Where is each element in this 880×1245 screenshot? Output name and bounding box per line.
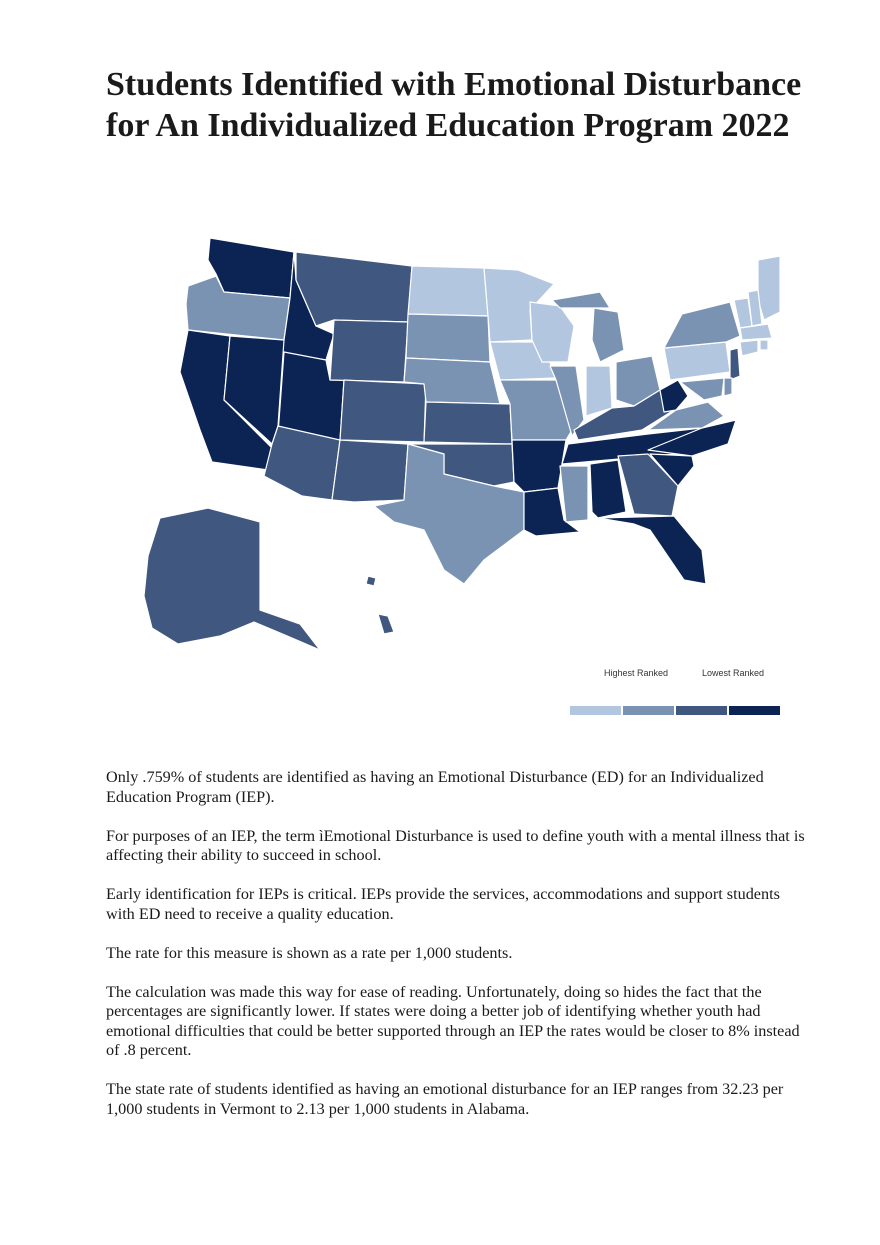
state-new-mexico	[332, 440, 408, 502]
state-arkansas	[512, 440, 566, 492]
state-florida	[598, 516, 706, 584]
body-text	[106, 768, 806, 1139]
legend-swatch-3	[676, 706, 727, 715]
state-colorado	[340, 380, 426, 442]
state-rhode-island	[760, 340, 768, 350]
paragraph-4: The rate for this measure is shown as a rate per 1,000 students.	[106, 943, 513, 962]
paragraph-6: The state rate of students identified as having an emotional disturbance for an IEP ranges from 32.23 per 1,000 students in Vermont to 2.13 per 1,000 students in Alabama.	[106, 1080, 784, 1118]
state-kansas	[424, 402, 512, 444]
state-alaska	[144, 508, 320, 650]
paragraph-2: For purposes of an IEP, the term ìEmotional Disturbance is used to define youth with a mental illness that is affecting their ability to succeed in school.	[106, 826, 805, 864]
legend-swatch-2	[623, 706, 674, 715]
map-svg	[104, 230, 794, 730]
paragraph-3: Early identification for IEPs is critical. IEPs provide the services, accommodations and support students with ED need to receive a quality education.	[106, 885, 780, 923]
state-new-york	[664, 302, 740, 348]
state-connecticut	[740, 340, 758, 356]
legend-label-lowest: Lowest Ranked	[702, 668, 765, 678]
state-alabama	[590, 460, 626, 518]
state-arizona	[264, 426, 340, 500]
state-north-dakota	[408, 266, 488, 316]
state-maine	[758, 256, 780, 320]
state-delaware	[724, 378, 732, 396]
legend-swatch-1	[570, 706, 621, 715]
state-hawaii	[366, 576, 394, 634]
state-south-dakota	[406, 314, 490, 362]
state-indiana	[586, 366, 612, 416]
page-title: Students Identified with Emotional Disturbance for An Individualized Education Program 2022	[106, 66, 802, 144]
state-mississippi	[560, 466, 588, 522]
state-pennsylvania	[664, 342, 730, 380]
paragraph-1: Only .759% of students are identified as having an Emotional Disturbance (ED) for an Individualized Education Program (IEP).	[106, 768, 764, 806]
legend-label-highest: Highest Ranked	[604, 668, 669, 678]
state-wyoming	[330, 320, 408, 382]
paragraph-5: The calculation was made this way for ease of reading. Unfortunately, doing so hides the fact that the percentages are significantly lower. If states were doing a better job of identifying whether youth had emotional difficulties that could be better supported through an IEP the rates would be closer to 8% instead of .8 percent.	[106, 982, 800, 1059]
state-new-jersey	[730, 348, 740, 380]
us-choropleth-map	[104, 230, 794, 730]
state-montana	[296, 252, 412, 326]
legend-color-bar	[570, 706, 780, 715]
legend-swatch-4	[729, 706, 780, 715]
